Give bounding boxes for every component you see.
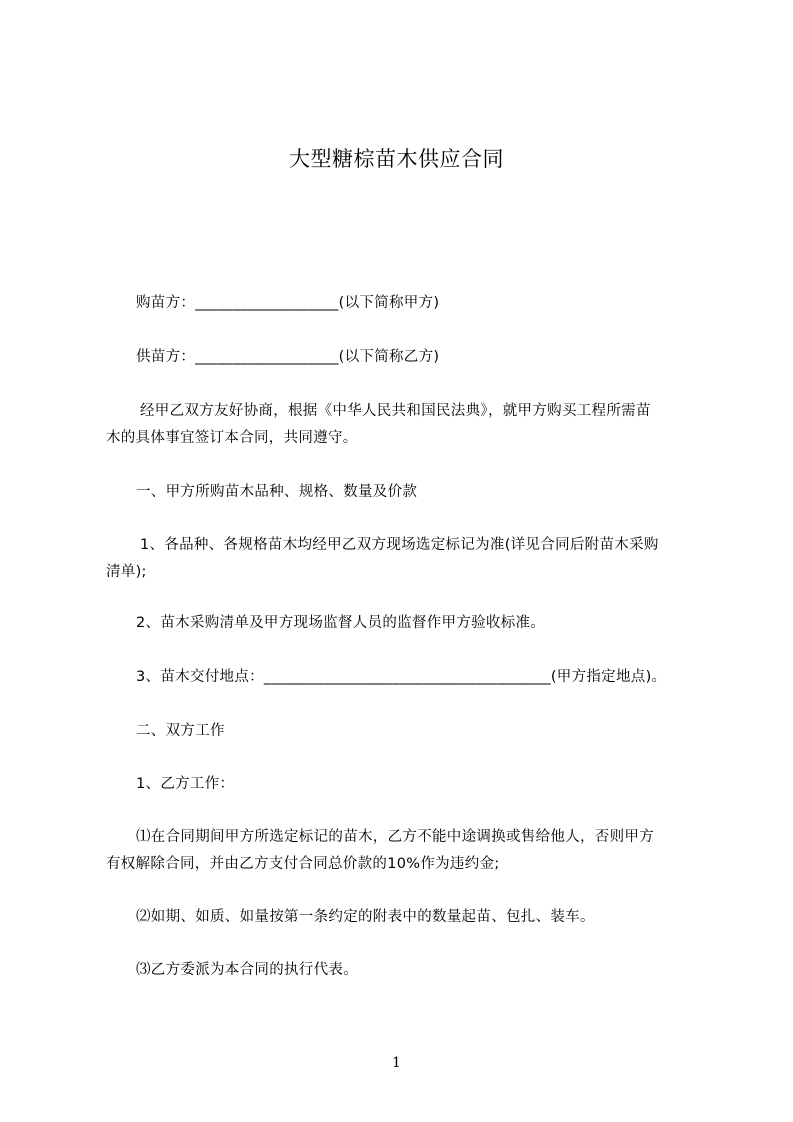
intro-paragraph-line-1: 经甲乙双方友好协商，根据《中华人民共和国民法典》，就甲方购买工程所需苗 xyxy=(140,403,651,419)
section-2-item-3: ⑶乙方委派为本合同的执行代表。 xyxy=(136,962,358,978)
section-1-heading: 一、甲方所购苗木品种、规格、数量及价款 xyxy=(136,484,418,500)
section-2-sub-1: 1、乙方工作： xyxy=(136,776,235,792)
page-number: 1 xyxy=(392,1055,401,1071)
section-1-item-3: 3、苗木交付地点：______________________________________(甲方指定地点)。 xyxy=(136,669,667,685)
section-2-item-1-line-2: 有权解除合同，并由乙方支付合同总价款的10%作为违约金; xyxy=(106,856,500,872)
section-2-item-2: ⑵如期、如质、如量按第一条约定的附表中的数量起苗、包扎、装车。 xyxy=(136,909,595,925)
document-title: 大型糖棕苗木供应合同 xyxy=(289,147,504,171)
supplier-line: 供苗方：___________________(以下简称乙方) xyxy=(136,349,440,365)
section-1-item-1-line-1: 1、各品种、各规格苗木均经甲乙双方现场选定标记为准(详见合同后附苗木采购 xyxy=(140,537,659,553)
buyer-line: 购苗方：___________________(以下简称甲方) xyxy=(136,295,440,311)
section-1-item-1-line-2: 清单); xyxy=(106,564,147,580)
section-1-item-2: 2、苗木采购清单及甲方现场监督人员的监督作甲方验收标准。 xyxy=(136,615,546,631)
section-2-heading: 二、双方工作 xyxy=(136,723,225,739)
section-2-item-1-line-1: ⑴在合同期间甲方所选定标记的苗木，乙方不能中途调换或售给他人，否则甲方 xyxy=(136,829,654,845)
intro-paragraph-line-2: 木的具体事宜签订本合同，共同遵守。 xyxy=(106,430,358,446)
